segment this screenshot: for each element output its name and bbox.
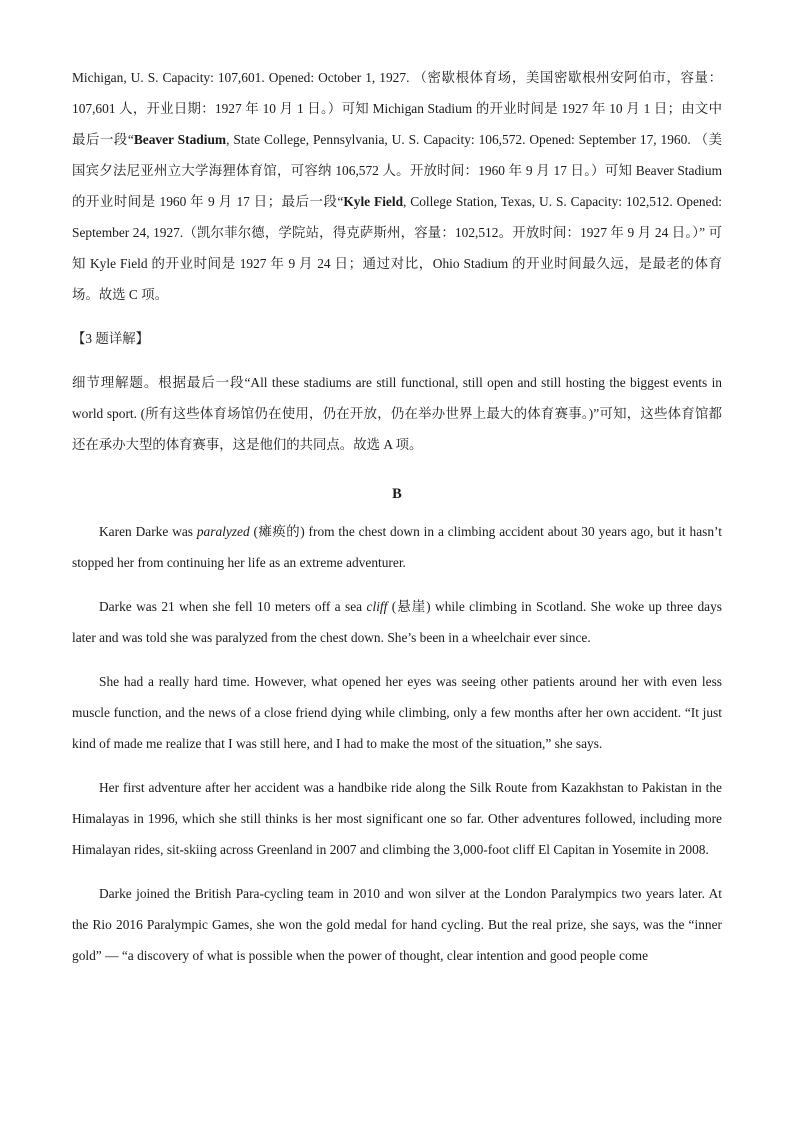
passage-paragraph-2 [72,591,722,653]
italic-vocab-word: paralyzed [196,524,250,539]
text-run: , State College, Pennsylvania, U. S. Capacity: 106,572. Opened: September 17, 1960. （美国宾夕法尼亚州立大学海狸体育馆，可容纳 106,572 人。开放时间：1960 年 9 月 17 日。）可知 Beaver Stadium 的开业时间是 1960 年 9 月 17 日；最后一段“ [72,132,722,209]
text-run: , College Station, Texas, U. S. Capacity: 102,512. Opened: September 24, 1927.（凯尔菲尔德，学院站，得克萨斯州，容量：102,512。开放时间：1927 年 9 月 24 日。）” 可知 Kyle Field 的开业时间是 1927 年 9 月 24 日；通过对比，Ohio Stadium 的开业时间最久远，是最老的体育场。故选 C 项。 [72,194,722,302]
italic-vocab-word: cliff [366,599,388,614]
passage-paragraph-1 [72,516,722,578]
text-run: Karen Darke was [99,524,197,539]
text-run: Darke was 21 when she fell 10 meters off a sea [99,599,367,614]
answer-explanation-paragraph [72,62,722,310]
section-b-title: B [392,486,402,502]
question-3-heading: 【3 题详解】 [72,331,149,346]
question-3-explanation: 细节理解题。根据最后一段“All these stadiums are still functional, still open and still hosting the biggest events in world sport. (所有这些体育场馆仍在使用，仍在开放，仍在举办世界上最大的体育赛事。)”可知，这些体育馆都还在承办大型的体育赛事，这是他们的共同点。故选 A 项。 [72,375,722,452]
document-body [72,62,722,971]
bold-term: Kyle Field [343,194,404,209]
bold-term: Beaver Stadium [133,132,227,147]
passage-paragraph-3: She had a really hard time. However, what opened her eyes was seeing other patients around her with even less muscle function, and the news of a close friend dying while climbing, only a few months after her own accident. “It just kind of made me realize that I was still here, and I had to make the most of the situation,” she says. [72,674,722,751]
text-run: (瘫痪的) from the chest down in a climbing accident about 30 years ago, but it hasn’t stopped her from continuing her life as an extreme adventurer. [72,524,722,570]
text-run: (悬崖) while climbing in Scotland. She woke up three days later and was told she was paralyzed from the chest down. She’s been in a wheelchair ever since. [72,599,722,645]
passage-paragraph-5: Darke joined the British Para-cycling team in 2010 and won silver at the London Paralympics two years later. At the Rio 2016 Paralympic Games, she won the gold medal for hand cycling. But the real prize, she says, was the “inner gold” — “a discovery of what is possible when the power of thought, clear intention and good people come [72,886,722,963]
passage-paragraph-4: Her first adventure after her accident was a handbike ride along the Silk Route from Kazakhstan to Pakistan in the Himalayas in 1996, which she still thinks is her most significant one so far. Other adventures followed, including more Himalayan rides, sit-skiing across Greenland in 2007 and climbing the 3,000-foot cliff El Capitan in Yosemite in 2008. [72,780,722,857]
text-run: Michigan, U. S. Capacity: 107,601. Opened: October 1, 1927. （密歇根体育场，美国密歇根州安阿伯市，容量：107,601 人，开业日期：1927 年 10 月 1 日。）可知 Michigan Stadium 的开业时间是 1927 年 10 月 1 日；由文中最后一段“ [72,70,722,147]
